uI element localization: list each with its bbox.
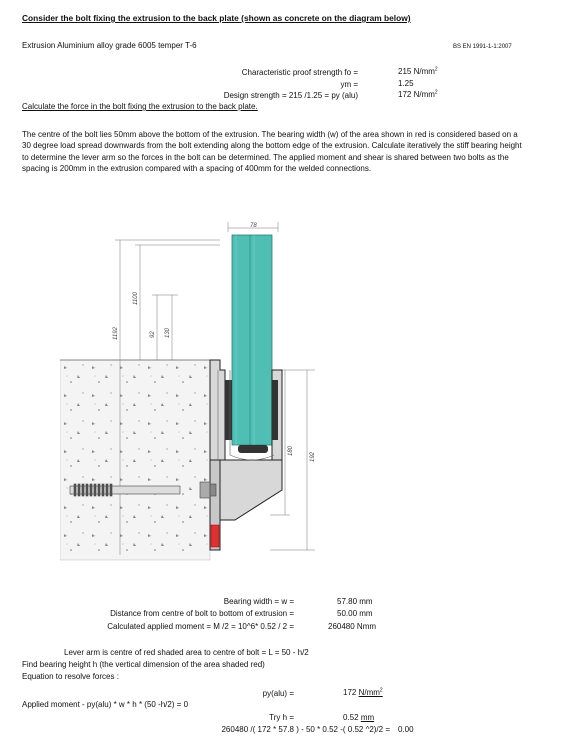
applied-moment-equation: Applied moment - py(alu) * w * h * (50 -h/2) = 0	[22, 700, 189, 709]
distance-label: Distance from centre of bolt to bottom of extrusion =	[110, 609, 294, 618]
find-height-line: Find bearing height h (the vertical dimension of the area shaded red)	[22, 660, 265, 669]
section-subheading: Calculate the force in the bolt fixing the extrusion to the back plate.	[22, 102, 258, 111]
bearing-area	[211, 525, 219, 547]
dimension-1192: 1192	[113, 327, 119, 340]
dimension-92: 92	[150, 331, 156, 338]
equation-line: Equation to resolve forces :	[22, 672, 119, 681]
final-result: 0.00	[398, 725, 414, 734]
page-heading: Consider the bolt fixing the extrusion to the back plate (shown as concrete on the diagram below)	[22, 13, 411, 23]
dimension-top: 78	[250, 223, 257, 229]
bearing-width-label: Bearing width = w =	[223, 597, 294, 606]
distance-value: 50.00 mm	[337, 609, 373, 618]
py-alu-value: 172 $N/mm^2$	[343, 687, 383, 697]
ym-label: ym =	[340, 80, 358, 89]
bolt-fixing-drawing	[60, 220, 350, 580]
dimension-130: 130	[165, 327, 171, 338]
try-h-label: Try h =	[269, 713, 294, 722]
lever-arm-line: Lever arm is centre of red shaded area to centre of bolt = L = 50 - h/2	[64, 648, 309, 657]
glass-pane	[232, 235, 272, 445]
py-alu-label: py(alu) =	[262, 689, 294, 698]
dimension-180: 180	[288, 445, 294, 456]
design-strength-value: 172 $N/mm^2$	[398, 89, 438, 99]
proof-strength-label: Characteristic proof strength fo =	[241, 68, 358, 77]
dimension-192: 192	[310, 451, 316, 462]
explanation-paragraph: The centre of the bolt lies 50mm above the bottom of the extrusion. The bearing width (w) of the area shown in red is considered based on a 30 degree load spread downwards from the bolt extending along the bottom edge of the extrusion. Calculate iteratively the stiff bearing height to determine the lever arm so the forces in the bolt can be determined. The applied moment and shear is shared between two bolts as the spacing is 200mm in the extrusion compared with a spacing of 400mm for the welded connections.	[22, 130, 522, 174]
bearing-width-value: 57.80 mm	[337, 597, 373, 606]
moment-label: Calculated applied moment = M /2 = 10^6* 0.52 / 2 =	[107, 622, 294, 631]
material-spec: Extrusion Aluminium alloy grade 6005 temper T-6	[22, 41, 197, 50]
concrete-back-plate	[60, 360, 210, 560]
design-strength-label: Design strength = 215 /1.25 = py (alu)	[223, 91, 358, 100]
moment-value: 260480 Nmm	[328, 622, 377, 631]
final-expression: 260480 /( 172 * 57.8 ) - 50 * 0.52 -( 0.52 ^2)/2 =	[221, 725, 390, 734]
ym-value: 1.25	[398, 79, 414, 88]
try-h-value: 0.52 mm	[343, 713, 375, 722]
dimension-1100: 1100	[133, 292, 139, 305]
proof-strength-value: 215 $N/mm^2$	[398, 66, 438, 76]
standard-reference: BS EN 1991-1-1:2007	[453, 44, 512, 50]
